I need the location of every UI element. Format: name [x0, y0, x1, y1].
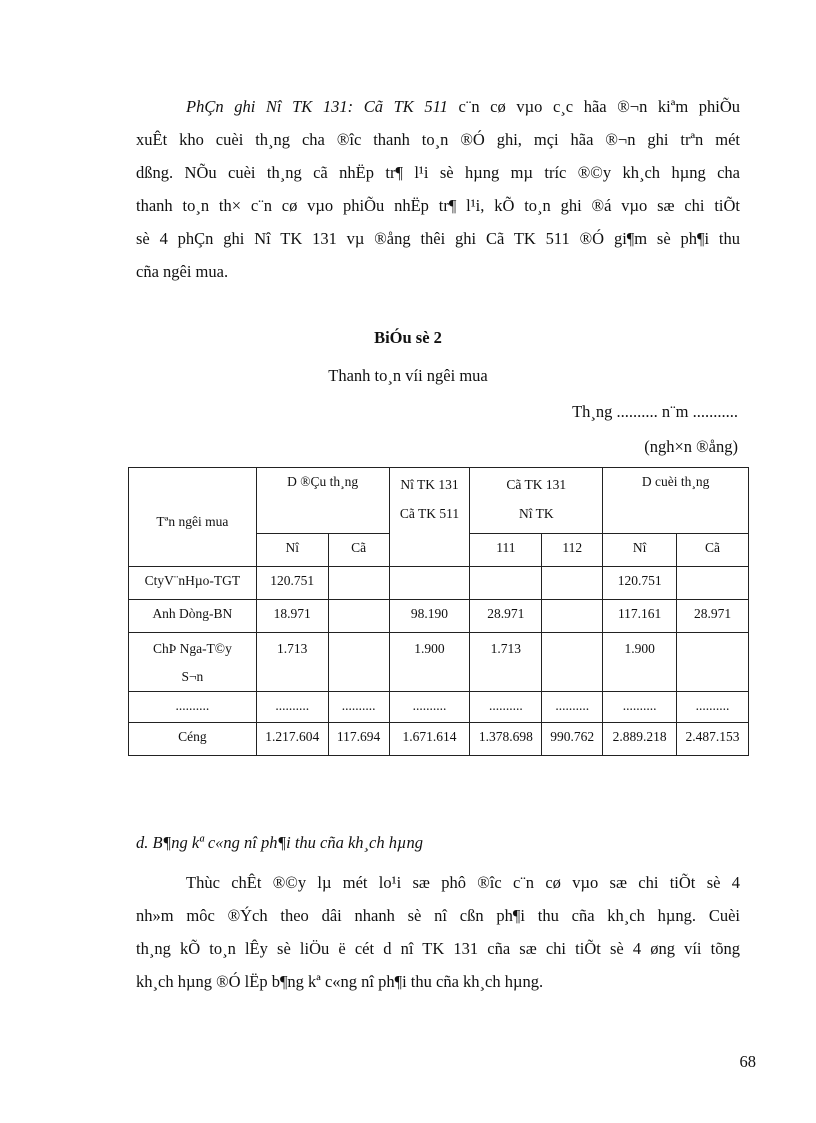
cell-dots: .......... — [256, 692, 328, 723]
cell-value — [677, 567, 749, 600]
cell-total: 117.694 — [328, 723, 389, 756]
table-row-ellipsis — [129, 692, 749, 723]
cell-dots: .......... — [542, 692, 603, 723]
paragraph-line: th¸ng kÕ to¸n lÊy sè liÖu ë cét d nî TK 131 cña sæ chi tiÕt sè 4 øng víi tõng — [136, 939, 740, 958]
table-row — [129, 567, 749, 600]
page-number: 68 — [739, 1052, 756, 1071]
cell-total: 1.671.614 — [389, 723, 470, 756]
unit-line: (ngh×n ®ång) — [644, 437, 738, 456]
paragraph-line: Thùc chÊt ®©y lµ mét lo¹i sæ phô ®îc c¨n cø vµo sæ chi tiÕt sè 4 — [186, 873, 740, 892]
cell-total: 2.889.218 — [603, 723, 677, 756]
cell-value — [542, 567, 603, 600]
cell-dots: .......... — [389, 692, 470, 723]
subheader-credit: Cã — [677, 534, 749, 567]
cell-total: 1.378.698 — [470, 723, 542, 756]
cell-name: CtyV¨nHµo-TGT — [129, 567, 257, 600]
paragraph-line: dßng. NÕu cuèi th¸ng cã nhËp tr¶ l¹i sè hµng mµ tríc ®©y kh¸ch hµng cha — [136, 163, 740, 182]
paragraph-line: kh¸ch hµng ®Ó lËp b¶ng kª c«ng nî ph¶i thu cña kh¸ch hµng. — [136, 972, 544, 991]
buyer-payment-table — [128, 467, 749, 756]
table-header-row — [129, 468, 749, 534]
header-opening-balance: D ®Çu th¸ng — [256, 468, 389, 534]
cell-value — [677, 633, 749, 692]
paragraph-line: nh»m môc ®Ých theo dâi nhanh sè nî cßn ph¶i thu cña kh¸ch hµng. Cuèi — [136, 906, 740, 925]
cell-total: 1.217.604 — [256, 723, 328, 756]
paragraph-line: sè 4 phÇn ghi Nî TK 131 vµ ®ång thêi ghi Cã TK 511 ®Ó gi¶m sè ph¶i thu — [136, 229, 740, 248]
table-title: BiÓu sè 2 — [374, 328, 442, 347]
cell-value — [470, 567, 542, 600]
cell-total-label: Céng — [129, 723, 257, 756]
cell-value — [328, 600, 389, 633]
cell-dots: .......... — [470, 692, 542, 723]
table-total-row — [129, 723, 749, 756]
cell-value — [328, 567, 389, 600]
table-row — [129, 633, 749, 692]
paragraph-section-d — [136, 866, 740, 998]
subheader-credit: Cã — [328, 534, 389, 567]
subheader-debit: Nî — [256, 534, 328, 567]
cell-value: 117.161 — [603, 600, 677, 633]
cell-value — [328, 633, 389, 692]
cell-value: 120.751 — [603, 567, 677, 600]
table-subtitle: Thanh to¸n víi ngêi mua — [328, 366, 488, 385]
subheader-111: 111 — [470, 534, 542, 567]
date-line: Th¸ng .......... n¨m ........... — [572, 402, 738, 421]
cell-value: 28.971 — [470, 600, 542, 633]
header-buyer-name: Tªn ngêi mua — [129, 468, 257, 567]
subheader-debit: Nî — [603, 534, 677, 567]
table-row — [129, 600, 749, 633]
cell-dots: .......... — [328, 692, 389, 723]
header-debit-131-credit-511: Nî TK 131 Cã TK 511 — [389, 468, 470, 567]
cell-value — [542, 633, 603, 692]
paragraph-line: PhÇn ghi Nî TK 131: Cã TK 511 c¨n cø vµo c¸c hãa ®¬n kiªm phiÕu — [186, 97, 741, 116]
cell-value: 98.190 — [389, 600, 470, 633]
cell-value: 1.900 — [603, 633, 677, 692]
cell-value: 1.900 — [389, 633, 470, 692]
cell-value: 1.713 — [256, 633, 328, 692]
cell-value: 28.971 — [677, 600, 749, 633]
paragraph-line: cña ngêi mua. — [136, 262, 229, 281]
cell-value: 18.971 — [256, 600, 328, 633]
cell-name: ChÞ Nga-T©y S¬n — [129, 633, 257, 692]
cell-name: Anh Dòng-BN — [129, 600, 257, 633]
cell-total: 990.762 — [542, 723, 603, 756]
subheader-112: 112 — [542, 534, 603, 567]
header-credit-131: Cã TK 131 Nî TK — [470, 468, 603, 534]
cell-value: 1.713 — [470, 633, 542, 692]
section-d-heading: d. B¶ng kª c«ng nî ph¶i thu cña kh¸ch hµng — [136, 833, 424, 852]
header-closing-balance: D cuèi th¸ng — [603, 468, 749, 534]
cell-dots: .......... — [129, 692, 257, 723]
paragraph-debit-131 — [136, 90, 740, 288]
paragraph-line: xuÊt kho cuèi th¸ng cha ®îc thanh to¸n ®Ó ghi, mçi hãa ®¬n ghi trªn mét — [136, 130, 740, 149]
cell-dots: .......... — [677, 692, 749, 723]
paragraph-line: thanh to¸n th× c¨n cø vµo phiÕu nhËp tr¶ l¹i, kÕ to¸n ghi ®á vµo sæ chi tiÕt — [136, 196, 740, 215]
italic-phrase: PhÇn ghi Nî TK 131: Cã TK 511 — [186, 97, 448, 116]
cell-value — [542, 600, 603, 633]
cell-value — [389, 567, 470, 600]
cell-dots: .......... — [603, 692, 677, 723]
cell-total: 2.487.153 — [677, 723, 749, 756]
cell-value: 120.751 — [256, 567, 328, 600]
